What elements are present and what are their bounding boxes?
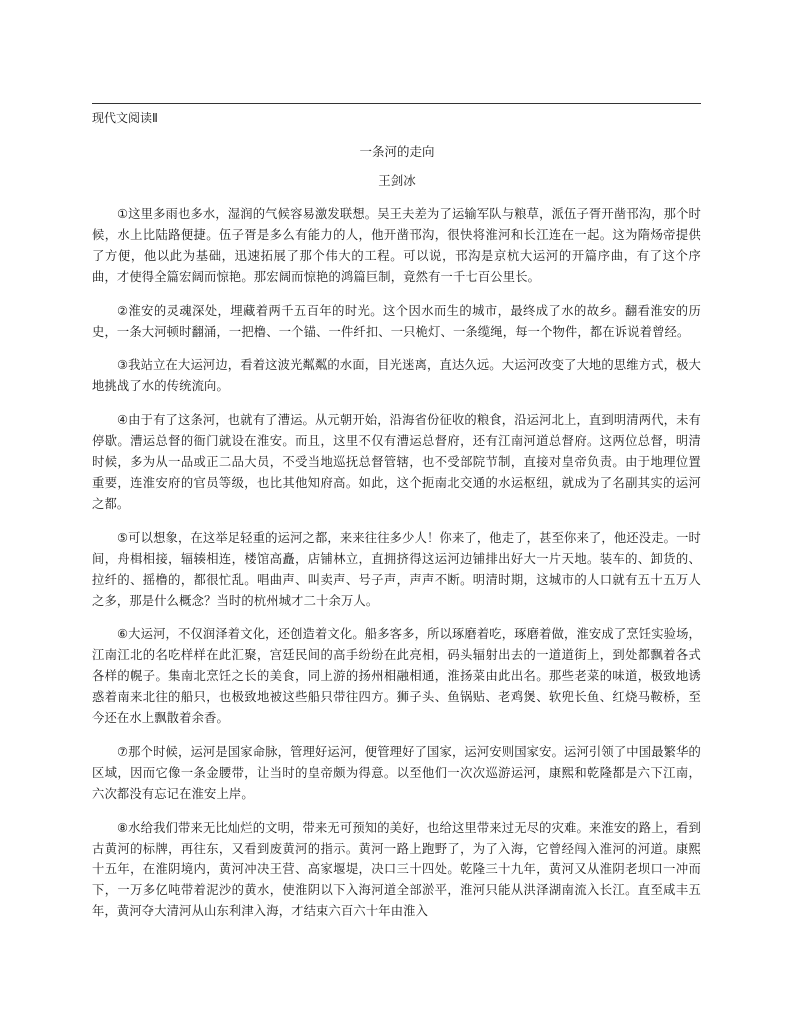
section-label: 现代文阅读Ⅱ — [92, 111, 158, 125]
paragraph-3: ③我站立在大运河边，看着这波光粼粼的水面，目光迷离，直达久远。大运河改变了大地的思维方式，极大地挑战了水的传统流向。 — [92, 358, 701, 394]
paragraph-5: ⑤可以想象，在这举足轻重的运河之都，来来往往多少人！你来了，他走了，甚至你来了，他还没走。一时间，舟楫相接，辐辏相连，楼馆高矗，店铺林立，直拥挤得这运河边铺排出好大一片天地。装车的、卸货的、拉纤的、摇橹的，都很忙乱。唱曲声、叫卖声、号子声，声声不断。明清时期，这城市的人口就有五十五万人之多，那是什么概念？当时的杭州城才二十余万人。 — [92, 530, 701, 608]
paragraph-6: ⑥大运河，不仅润泽着文化，还创造着文化。船多客多，所以琢磨着吃，琢磨着做，淮安成了烹饪实验场，江南江北的名吃样样在此汇聚，宫廷民间的高手纷纷在此亮相，码头辐射出去的一道道街上，到处都飘着各式各样的幌子。集南北烹饪之长的美食，同上游的扬州相融相通，淮扬菜由此出名。那些老菜的味道，极致地诱惑着南来北往的船只，也极致地被这些船只带往四方。狮子头、鱼锅贴、老鸡煲、软兜长鱼、红烧马鞍桥，至今还在水上飘散着余香。 — [92, 627, 701, 726]
paragraph-1: ①这里多雨也多水，湿润的气候容易激发联想。吴王夫差为了运输军队与粮草，派伍子胥开凿邗沟，那个时候，水上比陆路便捷。伍子胥是多么有能力的人，他开凿邗沟，很快将淮河和长江连在一起。这为隋炀帝提供了方便，他以此为基础，迅速拓展了那个伟大的工程。可以说，邗沟是京杭大运河的开篇序曲，有了这个序曲，才使得全篇宏阔而惊艳。那宏阔而惊艳的鸿篇巨制，竟然有一千七百公里长。 — [92, 207, 701, 284]
paragraph-7: ⑦那个时候，运河是国家命脉，管理好运河，便管理好了国家，运河安则国家安。运河引领了中国最繁华的区域，因而它像一条金腰带，让当时的皇帝颇为得意。以至他们一次次巡游运河，康熙和乾隆都是六下江南，六次都没有忘记在淮安上岸。 — [92, 744, 701, 801]
paragraph-2: ②淮安的灵魂深处，埋藏着两千五百年的时光。这个因水而生的城市，最终成了水的故乡。翻看淮安的历史，一条大河顿时翻涌，一把橹、一个锚、一件纤扣、一只桅灯、一条缆绳，每一个物件，都在诉说着曾经。 — [92, 303, 701, 339]
article-body — [92, 204, 701, 935]
header-rule — [92, 103, 701, 104]
article-author: 王剑冰 — [378, 173, 416, 188]
article-title: 一条河的走向 — [359, 144, 435, 159]
paragraph-8: ⑧水给我们带来无比灿烂的文明，带来无可预知的美好，也给这里带来过无尽的灾难。来淮安的路上，看到古黄河的标牌，再往东，又看到废黄河的指示。黄河一路上跑野了，为了入海，它曾经闯入淮河的河道。康熙十五年，在淮阴境内，黄河冲决王营、高家堰堤，决口三十四处。乾隆三十九年，黄河又从淮阴老坝口一冲而下，一万多亿吨带着泥沙的黄水，使淮阴以下入海河道全部淤平，淮河只能从洪泽湖南流入长江。直至咸丰五年，黄河夺大清河从山东利津入海，才结束六百六十年由淮入 — [92, 820, 701, 919]
paragraph-4: ④由于有了这条河，也就有了漕运。从元朝开始，沿海省份征收的粮食，沿运河北上，直到明清两代，未有停歇。漕运总督的衙门就设在淮安。而且，这里不仅有漕运总督府，还有江南河道总督府。这两位总督，明清时候，多为从一品或正二品大员，不受当地巡抚总督管辖，也不受部院节制，直接对皇帝负责。由于地理位置重要，连淮安府的官员等级，也比其他知府高。如此，这个扼南北交通的水运枢纽，就成为了名副其实的运河之都。 — [92, 413, 701, 511]
